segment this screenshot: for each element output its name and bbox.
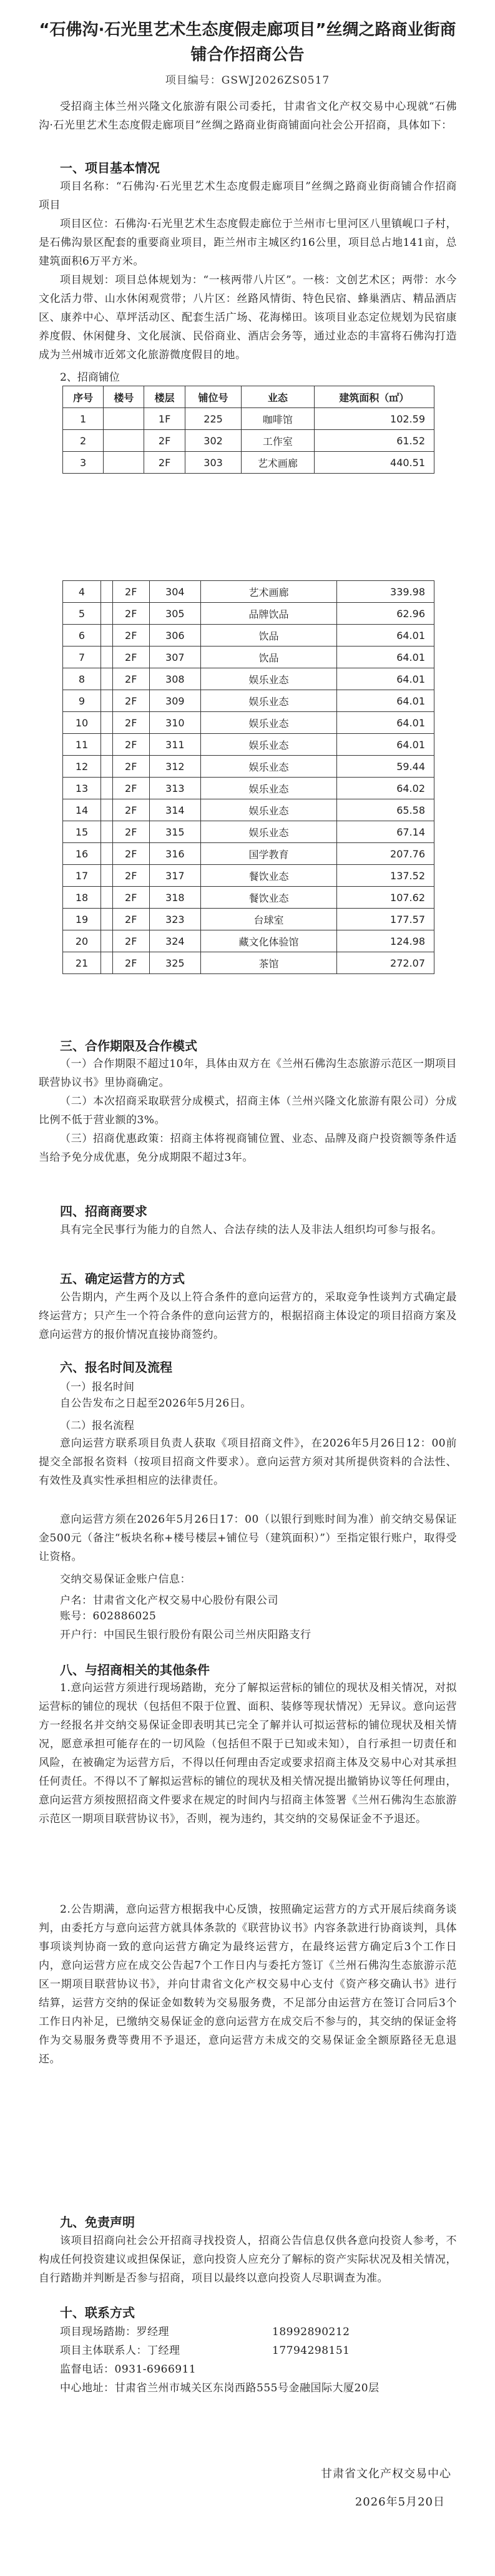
table-row — [63, 712, 434, 734]
negotiation-paragraph: 2.公告期满，意向运营方根据我中心反馈，按照确定运营方的方式开展后续商务谈判，由委托方与意向运营方就具体条款的《联营协议书》内容条款进行协商谈判，具体事项谈判协商一致的意向运营方确定为最终运营方，在最终运营方确定后3个工作日内，意向运营方应在成交公告起7个工作日内与委托方签订《兰州石佛沟生态旅游示范区一期项目联营协议书》，并向甘肃省文化产权交易中心支付《资产移交确认书》进行结算，运营方交纳的保证金如数转为交易服务费，不足部分由运营方在签订合同后3个工作日内补足，已缴纳交易保证金的意向运营方在成交后不参与的，其交纳的保证金将作为交易服务费等费用不予退还，意向运营方未成交的交易保证金全额原路径无息退还。 — [39, 1903, 457, 2066]
contact-phone[interactable]: 18992890212 — [272, 2326, 350, 2338]
registration-process-paragraph: 意向运营方联系项目负责人获取《项目招商文件》，在2026年5月26日12：00前提交全部报名资料（按项目招商文件要求）。意向运营方须对其所提供资料的合法性、有效性及真实性承担相应的法律责任。 — [39, 1437, 457, 1487]
cell-shop-no: 304 — [149, 581, 200, 603]
section-4-heading: 四、招商商要求 — [60, 1204, 147, 1219]
header-shop-no: 铺位号 — [185, 386, 242, 408]
cell-area: 102.59 — [314, 408, 434, 430]
cell-area: 65.58 — [337, 799, 434, 821]
cell-business: 娱乐业态 — [200, 712, 336, 734]
cell-shop-no: 324 — [149, 930, 200, 952]
section-1-heading: 一、项目基本情况 — [60, 160, 160, 175]
section-6-heading: 六、报名时间及流程 — [60, 1360, 172, 1375]
table-row — [63, 865, 434, 887]
cell-building — [104, 430, 144, 452]
cell-floor: 2F — [112, 930, 149, 952]
cell-shop-no: 325 — [149, 952, 200, 974]
contact-label: 项目现场踏勘：罗经理 — [60, 2326, 169, 2338]
header-floor: 楼层 — [144, 386, 185, 408]
header-business: 业态 — [242, 386, 314, 408]
bank-info-heading: 交纳交易保证金账户信息： — [60, 1573, 191, 1586]
cell-building — [101, 712, 113, 734]
cell-business: 国学教育 — [200, 843, 336, 865]
cell-area: 137.52 — [337, 865, 434, 887]
cell-area: 177.57 — [337, 909, 434, 930]
cell-area: 59.44 — [337, 756, 434, 778]
cell-area: 64.02 — [337, 778, 434, 799]
requirements-paragraph: 具有完全民事行为能力的自然人、合法存续的法人及非法人组织均可参与报名。 — [60, 1224, 443, 1236]
cell-building — [101, 756, 113, 778]
signature-date: 2026年5月20日 — [355, 2496, 445, 2509]
cell-area: 62.96 — [337, 603, 434, 625]
cell-building — [101, 952, 113, 974]
cooperation-term-paragraph: （一）合作期限不超过10年，具体由双方在《兰州石佛沟生态旅游示范区一期项目联营协议书》里协商确定。 — [39, 1058, 457, 1089]
section-3-heading: 三、合作期限及合作模式 — [60, 1038, 197, 1053]
cell-floor: 2F — [112, 625, 149, 646]
cell-building — [101, 930, 113, 952]
cell-floor: 2F — [112, 581, 149, 603]
incentive-policy-paragraph: （三）招商优惠政策：招商主体将视商铺位置、业态、品牌及商户投资额等条件适当给予免分成优惠，免分成期限不超过3年。 — [39, 1133, 457, 1164]
cell-floor: 2F — [112, 668, 149, 690]
table-row — [63, 408, 434, 430]
cell-index: 9 — [63, 690, 101, 712]
cell-business: 娱乐业态 — [200, 778, 336, 799]
cell-building — [101, 646, 113, 668]
cell-business: 餐饮业态 — [200, 865, 336, 887]
table-row — [63, 430, 434, 452]
cell-business: 饮品 — [200, 646, 336, 668]
cell-shop-no: 313 — [149, 778, 200, 799]
cell-floor: 2F — [112, 909, 149, 930]
cell-business: 台球室 — [200, 909, 336, 930]
cell-floor: 2F — [144, 430, 185, 452]
shop-table-part-2 — [62, 580, 434, 974]
cell-index: 18 — [63, 887, 101, 909]
cooperation-mode-paragraph: （二）本次招商采取联营分成模式，招商主体（兰州兴隆文化旅游有限公司）分成比例不低于营业额的3%。 — [39, 1095, 457, 1126]
cell-business: 餐饮业态 — [200, 887, 336, 909]
cell-index: 12 — [63, 756, 101, 778]
cell-building — [104, 452, 144, 474]
cell-shop-no: 316 — [149, 843, 200, 865]
cell-index: 8 — [63, 668, 101, 690]
header-index: 序号 — [63, 386, 104, 408]
cell-building — [101, 603, 113, 625]
contact-label: 项目主体联系人：丁经理 — [60, 2344, 180, 2357]
cell-shop-no: 314 — [149, 799, 200, 821]
table-row — [63, 799, 434, 821]
cell-shop-no: 315 — [149, 821, 200, 843]
cell-floor: 2F — [112, 690, 149, 712]
table-row — [63, 778, 434, 799]
site-inspection-paragraph: 1.意向运营方须进行现场踏勘，充分了解拟运营标的铺位的现状及相关情况，对拟运营标的铺位的现状（包括但不限于位置、面积、装修等现状情况）无异议。意向运营方一经报名并交纳交易保证金即表明其已完全了解并认可拟运营标的铺位现状及相关情况，愿意承担可能存在的一切风险（包括但不限于已知或未知），自行承担一切责任和风险，在被确定为运营方后，不得以任何理由否定或要求招商主体及交易中心对其承担任何责任。不得以不了解拟运营标的铺位的现状及相关情况提出撤销协议等任何理由，意向运营方须按照招商文件要求在规定的时间内与招商主体签署《兰州石佛沟生态旅游示范区一期项目联营协议书》，否则，视为违约，其交纳的交易保证金不予退还。 — [39, 1682, 457, 1825]
cell-area: 272.07 — [337, 952, 434, 974]
cell-area: 64.01 — [337, 625, 434, 646]
cell-shop-no: 303 — [185, 452, 242, 474]
cell-floor: 2F — [112, 843, 149, 865]
project-number: 项目编号：GSWJ2026ZS0517 — [165, 74, 330, 87]
cell-area: 64.01 — [337, 690, 434, 712]
cell-building — [104, 408, 144, 430]
cell-building — [101, 843, 113, 865]
cell-area: 64.01 — [337, 734, 434, 756]
deposit-paragraph: 意向运营方须在2026年5月26日17：00（以银行到账时间为准）前交纳交易保证金500元（备注“板块名称+楼号楼层+铺位号（建筑面积）”）至指定银行账户，取得受让资格。 — [39, 1513, 457, 1563]
cell-shop-no: 312 — [149, 756, 200, 778]
cell-business: 艺术画廊 — [242, 452, 314, 474]
cell-index: 2 — [63, 430, 104, 452]
section-10-heading: 十、联系方式 — [60, 2305, 135, 2320]
cell-floor: 2F — [112, 821, 149, 843]
shop-table-part-1 — [62, 386, 434, 474]
cell-floor: 2F — [112, 799, 149, 821]
cell-shop-no: 317 — [149, 865, 200, 887]
cell-business: 娱乐业态 — [200, 799, 336, 821]
cell-index: 3 — [63, 452, 104, 474]
cell-shop-no: 323 — [149, 909, 200, 930]
cell-index: 20 — [63, 930, 101, 952]
page-title: “石佛沟·石光里艺术生态度假走廊项目”丝绸之路商业街商铺合作招商公告 — [39, 21, 456, 64]
cell-business: 茶馆 — [200, 952, 336, 974]
table-row — [63, 452, 434, 474]
cell-floor: 2F — [112, 887, 149, 909]
table-row — [63, 843, 434, 865]
cell-business: 品牌饮品 — [200, 603, 336, 625]
supervision-phone: 监督电话：0931-6966911 — [60, 2363, 197, 2376]
cell-floor: 2F — [112, 646, 149, 668]
cell-index: 13 — [63, 778, 101, 799]
disclaimer-paragraph: 该项目招商向社会公开招商寻找投资人，招商公告信息仅供各意向投资人参考，不构成任何投资建议或担保保证，意向投资人应充分了解标的资产实际状况及相关情况，自行踏勘并判断是否参与招商，项目以最终以意向投资人尽职调查为准。 — [39, 2235, 457, 2285]
cell-floor: 2F — [112, 734, 149, 756]
signature-organization: 甘肃省文化产权交易中心 — [321, 2467, 451, 2481]
operator-method-paragraph: 公告期内，产生两个及以上符合条件的意向运营方的，采取竞争性谈判方式确定最终运营方；只产生一个符合条件的意向运营方的，根据招商主体设定的项目招商方案及意向运营方的报价情况直接协商签约。 — [39, 1291, 457, 1341]
cell-area: 61.52 — [314, 430, 434, 452]
cell-index: 4 — [63, 581, 101, 603]
cell-area: 124.98 — [337, 930, 434, 952]
cell-index: 6 — [63, 625, 101, 646]
contact-row-inspection — [60, 2323, 350, 2341]
table-row — [63, 690, 434, 712]
table-row — [63, 734, 434, 756]
cell-building — [101, 734, 113, 756]
cell-floor: 2F — [112, 712, 149, 734]
cell-building — [101, 909, 113, 930]
cell-shop-no: 305 — [149, 603, 200, 625]
cell-shop-no: 225 — [185, 408, 242, 430]
cell-shop-no: 306 — [149, 625, 200, 646]
cell-business: 藏文化体验馆 — [200, 930, 336, 952]
table-header-row — [63, 386, 434, 408]
table-row — [63, 887, 434, 909]
cell-shop-no: 318 — [149, 887, 200, 909]
cell-floor: 1F — [144, 408, 185, 430]
cell-index: 21 — [63, 952, 101, 974]
cell-shop-no: 309 — [149, 690, 200, 712]
project-location-paragraph: 项目区位：石佛沟·石光里艺术生态度假走廊位于兰州市七里河区八里镇岘口子村，是石佛沟景区配套的重要商业项目，距兰州市主城区约16公里，项目总占地141亩，总建筑面积6万平方米。 — [39, 218, 457, 268]
cell-index: 1 — [63, 408, 104, 430]
registration-time-subheading: （一）报名时间 — [60, 1381, 134, 1393]
cell-shop-no: 308 — [149, 668, 200, 690]
cell-building — [101, 668, 113, 690]
table-row — [63, 930, 434, 952]
table-row — [63, 756, 434, 778]
bank-account-name: 户名：甘肃省文化产权交易中心股份有限公司 — [60, 1594, 278, 1607]
cell-index: 16 — [63, 843, 101, 865]
cell-index: 19 — [63, 909, 101, 930]
table-row — [63, 668, 434, 690]
table-row — [63, 909, 434, 930]
cell-floor: 2F — [112, 865, 149, 887]
cell-area: 64.01 — [337, 668, 434, 690]
cell-area: 64.01 — [337, 646, 434, 668]
bank-account-number: 账号：602886025 — [60, 1610, 157, 1622]
cell-index: 17 — [63, 865, 101, 887]
cell-shop-no: 302 — [185, 430, 242, 452]
shop-list-subheading: 2、招商铺位 — [60, 371, 120, 384]
project-name-paragraph: 项目名称：“石佛沟·石光里艺术生态度假走廊项目”丝绸之路商业街商铺合作招商项目 — [39, 180, 457, 212]
cell-floor: 2F — [112, 778, 149, 799]
cell-area: 67.14 — [337, 821, 434, 843]
project-planning-paragraph: 项目规划：项目总体规划为：“一核两带八片区”。一核：文创艺术区；两带：水今文化活力带、山水休闲观赏带；八片区：丝路风情街、特色民宿、蜂巢酒店、精品酒店区、康养中心、草坪活动区、配套生活广场、花海梯田。该项目业态定位规划为民宿康养度假、休闲健身、文化展演、民俗商业、酒店会务等，通过业态的丰富将石佛沟打造成为兰州城市近郊文化旅游微度假目的地。 — [39, 274, 457, 361]
cell-business: 娱乐业态 — [200, 821, 336, 843]
table-row — [63, 581, 434, 603]
cell-business: 娱乐业态 — [200, 756, 336, 778]
cell-business: 娱乐业态 — [200, 690, 336, 712]
cell-area: 107.62 — [337, 887, 434, 909]
cell-floor: 2F — [112, 952, 149, 974]
registration-process-subheading: （二）报名流程 — [60, 1420, 134, 1432]
intro-paragraph: 受招商主体兰州兴隆文化旅游有限公司委托，甘肃省文化产权交易中心现就“石佛沟·石光里艺术生态度假走廊项目”丝绸之路商业街商铺面向社会公开招商，具体如下： — [39, 100, 457, 132]
contact-phone[interactable]: 17794298151 — [272, 2344, 350, 2357]
center-address: 中心地址：甘肃省兰州市城关区东岗西路555号金融国际大厦20层 — [60, 2382, 380, 2394]
cell-building — [101, 887, 113, 909]
cell-building — [101, 625, 113, 646]
cell-floor: 2F — [112, 756, 149, 778]
cell-index: 7 — [63, 646, 101, 668]
cell-shop-no: 311 — [149, 734, 200, 756]
cell-index: 15 — [63, 821, 101, 843]
registration-time-paragraph: 自公告发布之日起至2026年5月26日。 — [60, 1397, 252, 1410]
bank-branch: 开户行：中国民生银行股份有限公司兰州庆阳路支行 — [60, 1629, 311, 1641]
table-row — [63, 821, 434, 843]
cell-building — [101, 865, 113, 887]
cell-index: 10 — [63, 712, 101, 734]
cell-index: 5 — [63, 603, 101, 625]
table-row — [63, 952, 434, 974]
cell-building — [101, 690, 113, 712]
cell-area: 339.98 — [337, 581, 434, 603]
cell-area: 64.01 — [337, 712, 434, 734]
cell-business: 工作室 — [242, 430, 314, 452]
cell-business: 娱乐业态 — [200, 734, 336, 756]
cell-shop-no: 310 — [149, 712, 200, 734]
cell-building — [101, 821, 113, 843]
cell-index: 14 — [63, 799, 101, 821]
cell-business: 艺术画廊 — [200, 581, 336, 603]
cell-area: 440.51 — [314, 452, 434, 474]
cell-area: 207.76 — [337, 843, 434, 865]
table-row — [63, 625, 434, 646]
header-building: 楼号 — [104, 386, 144, 408]
section-5-heading: 五、确定运营方的方式 — [60, 1271, 185, 1286]
section-9-heading: 九、免责声明 — [60, 2215, 135, 2230]
cell-floor: 2F — [144, 452, 185, 474]
section-8-heading: 八、与招商相关的其他条件 — [60, 1662, 210, 1677]
cell-index: 11 — [63, 734, 101, 756]
cell-building — [101, 581, 113, 603]
cell-business: 娱乐业态 — [200, 668, 336, 690]
cell-floor: 2F — [112, 603, 149, 625]
cell-shop-no: 307 — [149, 646, 200, 668]
table-row — [63, 646, 434, 668]
cell-business: 饮品 — [200, 625, 336, 646]
cell-business: 咖啡馆 — [242, 408, 314, 430]
cell-building — [101, 799, 113, 821]
header-area: 建筑面积（㎡） — [314, 386, 434, 408]
cell-building — [101, 778, 113, 799]
contact-row-subject — [60, 2341, 350, 2360]
table-row — [63, 603, 434, 625]
